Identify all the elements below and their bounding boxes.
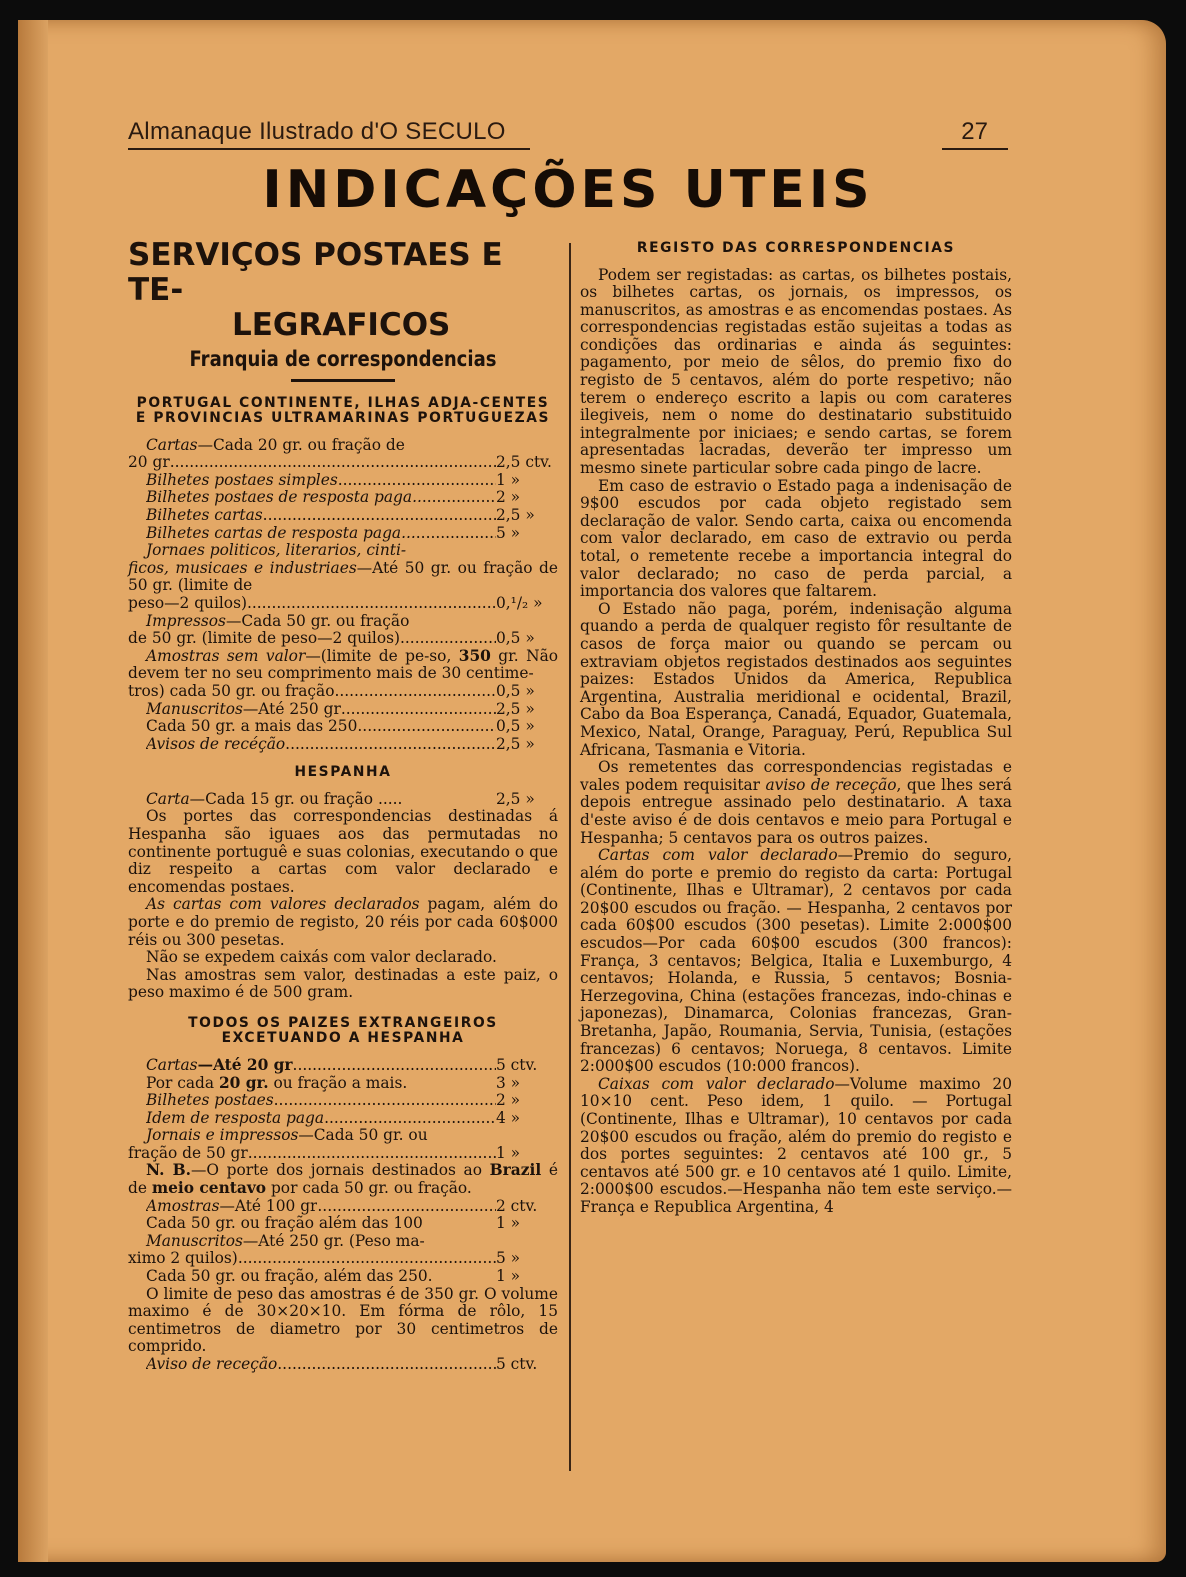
pt-bilhetes-resposta: Bilhetes postaes de resposta paga.. ..... 2 »: [128, 489, 558, 507]
book-spine: [18, 20, 48, 1562]
pt-manuscritos: Manuscritos—Até 250 gr ..... 2,5 »: [128, 701, 558, 719]
ex-por-cada: Por cada 20 gr. ou fração a mais. 3 »: [146, 1073, 521, 1092]
pt-impressos: Impressos—Cada 50 gr. ou fração: [146, 611, 410, 630]
column-divider: [569, 243, 571, 1471]
subtitle-rule: [291, 379, 395, 382]
es-carta: Carta—Cada 15 gr. ou fração ..... 2,5 »: [146, 789, 535, 808]
pt-amostras: Amostras sem valor—(limite de pe-so, 350 gr. Não devem ter no seu comprimento mais de 30 centime-: [128, 646, 559, 683]
es-paragraph-1: Os portes das correspondencias destinadas á Hespanha são iguaes aos das permutadas no continente portuguê e suas colonias, executando o que diz respeito a cartas com valor declarado e encomendas postaes.: [128, 807, 558, 896]
registo-paragraph-4: Os remetentes das correspondencias registadas e vales podem requisitar aviso de receção, que lhes será depois entregue assinado pelo destinatario. A taxa d'este aviso é de dois centavos e meio para Portugal e Hespanha; 5 centavos para os outros paizes.: [580, 758, 1012, 847]
registo-paragraph-3: O Estado não paga, porém, indenisação alguma quando a perda de qualquer registo fôr resultante de casos de força maior ou quando se percam ou extraviam objetos registados destinados aos seguintes paizes: Estados Unidos da America, Republica Argentina, Australia meridional e ocidental, Brazil, Cabo da Boa Esperança, Canadá, Equador, Guatemala, Mexico, Natal, Orange, Paraguay, Perú, Republica Sul Africana, Tasmania e Vitoria.: [580, 599, 1012, 759]
heading-portugal: PORTUGAL CONTINENTE, ILHAS ADJA-CENTES E PROVINCIAS ULTRAMARINAS PORTUGUEZAS: [135, 394, 551, 427]
es-paragraph-4: Nas amostras sem valor, destinadas a este paiz, o peso maximo é de 500 gram.: [128, 965, 558, 1002]
ex-cartas: Cartas—Até 20 gr ..... 5 ctv.: [128, 1057, 558, 1075]
almanac-title: Almanaque Ilustrado d'O SECULO: [128, 118, 506, 145]
left-column: [128, 238, 558, 1374]
ex-amostras-mais: Cada 50 gr. ou fração além das 100 1 »: [146, 1214, 521, 1233]
main-title: INDICAÇÕES UTEIS: [262, 160, 874, 220]
ex-limite: O limite de peso das amostras é de 350 gr. O volume maximo é de 30×20×10. Em fórma de rôlo, 15 centimetros de diametro por 30 centimetros de comprido.: [128, 1284, 558, 1356]
ex-bilhetes: Bilhetes postaes ..... 2 »: [128, 1092, 558, 1110]
ex-aviso: Aviso de receção ..... 5 ctv.: [128, 1356, 558, 1374]
section-title-line-2: LEGRAFICOS: [232, 307, 451, 343]
ex-manuscritos-mais: Cada 50 gr. ou fração, além das 250. 1 »: [146, 1267, 521, 1286]
registo-paragraph-6: Caixas com valor declarado—Volume maximo 20 10×10 cent. Peso idem, 1 quilo. — Portugal (Continente, Ilhas e Ultramar), 10 centavos por cada 20$00 escudos ou fração, além do premio do registo e dos portes seguintes: 2 centavos até 100 gr., 5 centavos até 500 gr. e 10 centavos até 1 quilo. Limite, 2:000$00 escudos.—Hespanha não tem este serviço.—França e Republica Argentina, 4: [580, 1074, 1012, 1216]
pt-amostras-row: tros) cada 50 gr. ou fração ..... 0,5 »: [128, 683, 558, 701]
ex-manuscritos-row: ximo 2 quilos) ..... 5 »: [128, 1250, 558, 1268]
heading-registo: REGISTO DAS CORRESPONDENCIAS: [636, 240, 956, 256]
registo-paragraph-5: Cartas com valor declarado—Premio do seguro, além do porte e premio do registo da carta: Portugal (Continente, Ilhas e Ultramar), 2 centavos por cada 20$00 escudos ou fração. — Hespanha, 2 centavos por cada 60$00 escudos (300 pesetas). Limite 2:000$00 escudos—Por cada 60$00 escudos (300 francos): França, 3 centavos; Belgica, Italia e Luxemburgo, 4 centavos; Holanda, e Russia, 5 centavos; Bosnia-Herzegovina, China (estações francezas, indo-chinas e japonezas), Dinamarca, Colonias francezas, Gran-Bretanha, Japão, Roumania, Servia, Tunisia, (estações francezas) 6 centavos; Noruega, 8 centavos. Limite 2:000$00 escudos (10:000 francos).: [580, 846, 1012, 1076]
pt-cartas: Cartas—Cada 20 gr. ou fração de: [146, 435, 405, 454]
pt-avisos: Avisos de recéção ..... 2,5 »: [128, 736, 558, 754]
heading-todos-paizes: TODOS OS PAIZES EXTRANGEIROS EXCETUANDO A HESPANHA: [188, 1014, 498, 1047]
registo-paragraph-2: Em caso de estravio o Estado paga a indenisação de 9$00 escudos por cada objeto registado sem declaração de valor. Sendo carta, caixa ou encomenda com valor declarado, em caso de extravio ou perda total, o remetente recebe a importancia integral do valor declarado; no caso de perda parcial, a importancia dos valores que faltarem.: [580, 476, 1012, 601]
pt-bilhetes-simples: Bilhetes postaes simples ..... 1 »: [128, 472, 558, 490]
pt-bilhetes-cartas: Bilhetes cartas ..... 2,5 »: [128, 507, 558, 525]
running-header: [128, 116, 1008, 150]
ex-amostras: Amostras—Até 100 gr ..... 2 ctv.: [128, 1198, 558, 1216]
pt-bilhetes-cartas-resposta: Bilhetes cartas de resposta paga... ..... 5 »: [128, 525, 558, 543]
ex-jornais: Jornais e impressos—Cada 50 gr. ou: [146, 1126, 428, 1145]
header-rule: [128, 148, 530, 150]
ex-jornais-row: fração de 50 gr ..... 1 »: [128, 1145, 558, 1163]
heading-hespanha: HESPANHA: [294, 764, 392, 781]
pt-cartas-row: 20 gr ..... 2,5 ctv.: [128, 454, 558, 472]
pt-jornaes-line-1: Jornaes politicos, literarios, cinti-: [146, 541, 407, 560]
ex-idem: Idem de resposta paga ..... 4 »: [128, 1110, 558, 1128]
pt-impressos-row: de 50 gr. (limite de peso—2 quilos). ..... 0,5 »: [128, 630, 558, 648]
pt-manuscritos-mais: Cada 50 gr. a mais das 250 ..... 0,5 »: [128, 718, 558, 736]
section-title-line-1: SERVIÇOS POSTAES E TE-: [128, 237, 503, 308]
ex-manuscritos: Manuscritos—Até 250 gr. (Peso ma-: [146, 1231, 425, 1250]
page-number: 27: [961, 118, 988, 145]
subtitle: Franquia de correspondencias: [189, 347, 497, 371]
page-number-rule: [942, 148, 1008, 150]
pt-jornaes-line-2: ficos, musicaes e industriaes—Até 50 gr. ou fração de 50 gr. (limite de: [128, 558, 558, 595]
right-column: [580, 238, 1012, 1217]
es-paragraph-2: As cartas com valores declarados pagam, além do porte e do premio de registo, 20 réis por cada 60$000 réis ou 300 pesetas.: [128, 895, 558, 949]
es-paragraph-3: Não se expedem caixás com valor declarado.: [146, 948, 497, 967]
ex-nota-brazil: N. B.—O porte dos jornais destinados ao Brazil é de meio centavo por cada 50 gr. ou fração.: [128, 1161, 558, 1198]
pt-jornaes-row: peso—2 quilos) ..... 0,¹/₂ »: [128, 595, 558, 613]
registo-paragraph-1: Podem ser registadas: as cartas, os bilhetes postais, os bilhetes cartas, os jornais, os impressos, os manuscritos, as amostras e as encomendas postaes. As correspondencias registadas estão sujeitas a todas as condições das ordinarias e ainda ás seguintes: pagamento, por meio de sêlos, do premio fixo do registo de 5 centavos, além do porte respetivo; não terem o endereço escrito a lapis ou com carateres ilegiveis, nem o nome do destinatario substituido integralmente por iniciaes; e sendo cartas, se forem apresentadas lacradas, deverão ter impresso um mesmo sinete particular sobre cada pingo de lacre.: [580, 265, 1012, 478]
